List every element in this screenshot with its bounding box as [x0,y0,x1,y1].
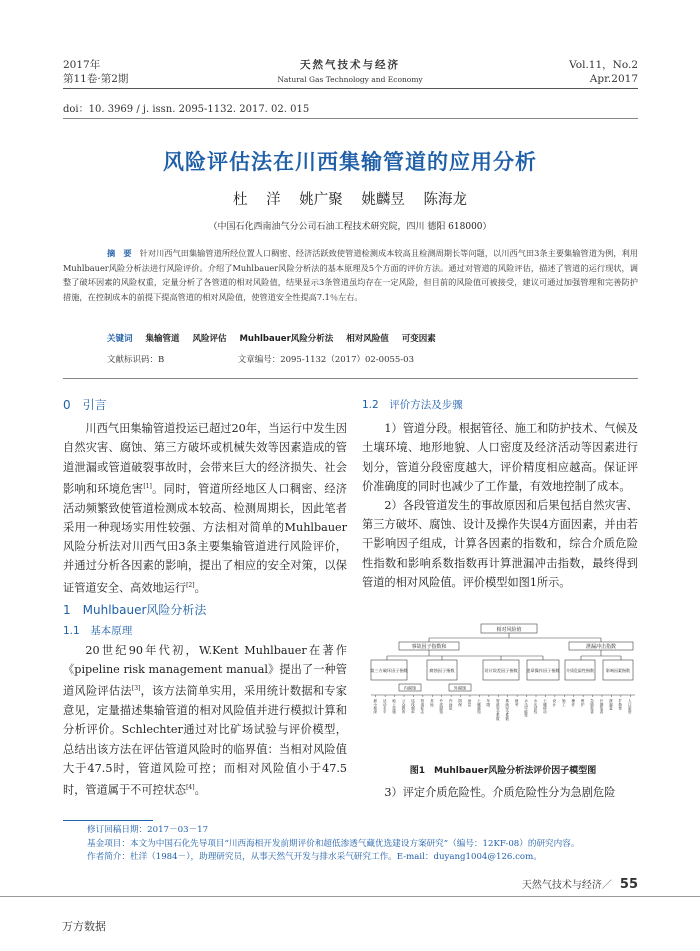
left-column [63,396,347,800]
doi-rule [63,118,638,119]
leaf-factor: 涂层 [468,699,472,707]
watermark: 万方数据 [62,920,106,933]
para1c-text: 。 [194,581,206,595]
ref-1: [1] [143,482,152,490]
leaf-factor: 泄漏量 [609,699,614,710]
keyword: 可变因素 [401,334,436,344]
abstract-rule [63,378,638,379]
paragraph-step-1: 1）管道分段。根据管径、施工和防护技术、气候及土壤环境、地形地貌、人口密度及经济活动等因素进行划分，管道分段密度越大，评价精度相应越高。保证评价准确度的同时也减少了工作量，有效地控制了成本。 [362,422,638,493]
author-note: 作者简介：杜洋（1984－），助理研究员，从事天然气开发与排水采气研究工作。E-mail：duyang1004@126.com。 [87,852,542,862]
leaf-factor: 介质腐蚀 [439,699,444,714]
figure-caption: 图1 Muhlbauer风险分析法评价因子模型图 [409,766,597,776]
sub-label: 内腐蚀 [403,685,417,691]
factor-box: 第三方破坏因子指数 [370,668,408,673]
authors: 杜 洋 姚广聚 姚麟昱 陈海龙 [233,192,467,208]
factor-box: 影响因素指数 [606,668,630,673]
leaf-factor: 疲劳 [515,699,520,707]
factor-box: 腐蚀因子指数 [429,668,455,673]
left-group-node: 事故因子指数和 [411,644,447,650]
leaf-factor: 管道标志 [420,699,425,714]
keywords-label: 关键词 [107,334,133,344]
journal-name-cn: 天然气技术与经济 [300,59,400,71]
doi: doi：10. 3969 / j. issn. 2095-1132. 2017. 02. 015 [63,104,310,115]
leaf-factor: 活动水平 [383,699,388,714]
header-rule [63,88,638,89]
paragraph-step-2: 2）各段管道发生的事故原因和后果包括自然灾害、第三方破坏、腐蚀、设计及操作失误4方面因素，并由若干影响因子组成，计算各因素的指数和，综合介质危险性指数和影响系数指数再计算泄漏冲击指数，最终得到管道的相对风险值。评价模型如图1所示。 [362,499,638,589]
header-year: 2017年 [63,59,101,71]
section-0-title: 0 引言 [63,398,107,412]
leaf-factor: 人口密度 [628,699,633,714]
footnote-rule [63,820,153,821]
leaf-factor: 操作 [571,699,576,707]
keywords [107,332,446,344]
header-issue-cn [63,58,128,86]
abstract-text: 针对川西气田集输管道所经位置人口稠密、经济活跃致使管道检测成本较高且检测周期长等问题，以川西气田3条主要集输管道为例，利用Muhlbauer风险分析法进行风险评价。介绍了Muhlbauer风险分析法的基本原理及5个方面的评价方法。通过对管道的风险评估，描述了管道的运行现状，调整了破坏因素的风险权重，定量分析了各管道的相对风险值，结果显示3条管道虽均存在一定风险，但目前的风险值可被接受，建议可通过加强管理和完善防护措施，在控制成本的前提下提高管道的相对风险值，使管道安全性提高7.1％左右。 [63,248,638,302]
root-node: 相对风险值 [496,627,522,633]
abstract-label: 摘 要 [107,248,132,258]
factor-box: 介质危险性指数 [566,668,594,673]
received-date: 修订回稿日期：2017－03－17 [87,825,209,835]
header-volume-issue-en: Vol.11，No.2 [569,59,638,71]
section-1-2-title: 1.2 评价方法及步骤 [362,399,463,411]
header-journal [250,57,450,84]
factor-box: 设计误差因子指数 [484,668,518,673]
section-1-title: 1 Muhlbauer风险分析法 [63,602,207,617]
ref-4: [4] [186,784,195,792]
leaf-factor: 巡线频率 [411,699,416,714]
header-volume-issue-cn: 第11卷·第2期 [63,73,129,85]
leaf-factor: 地上设施 [392,699,397,714]
journal-name-en: Natural Gas Technology and Economy [277,75,423,84]
leaf-factor: 急剧危害 [590,699,595,714]
page-number: 55 [619,877,638,892]
leaf-factor: 水击可能性 [524,699,529,717]
keyword: 风险评估 [192,334,227,344]
paragraph-step-3: 3）评定介质危险性。介质危险性分为急剧危险 [384,786,616,799]
figure-1-diagram [369,623,637,743]
leaf-factor: 长期危害 [600,699,604,714]
leaf-factor: 其他 [430,699,435,707]
right-group-node: 泄漏冲击指数 [585,644,617,650]
header-date-en: Apr.2017 [589,73,638,85]
sub-label: 外腐蚀 [453,685,467,691]
keyword: 集输管道 [145,334,180,344]
factor-box: 违章操作因子指数 [526,668,560,673]
leaf-factor: 土壤移动 [543,699,548,714]
classification [107,353,414,365]
bottom-rule [0,896,700,897]
section-1-1-title: 1.1 基本原理 [63,624,133,637]
leaf-factor: 公众教育 [402,699,406,714]
leaf-factor: 内涂层 [449,699,454,710]
footer-journal: 天然气技术与经济／ [521,880,612,891]
leaf-factor: 最小埋深 [373,699,378,714]
leaf-factor: 管道安全系数 [496,699,501,721]
page-footer [522,876,638,892]
paper-title: 风险评估法在川西集输管道的应用分析 [163,150,537,174]
right-column [362,396,638,592]
para2c-text: 。 [194,783,206,797]
leaf-factor: 年限 [486,699,491,707]
keyword: 相对风险值 [346,334,389,344]
article-number: 文章编号：2095-1132（2017）02-0055-03 [237,355,414,365]
document-code: 文献标识码：B [107,355,165,365]
para2-text: 20世纪90年代初，W.Kent Muhlbauer在著作《pipeline risk management manual》提出了一种管道风险评估法 [63,643,347,699]
header-issue-en [569,58,638,86]
fund-note: 基金项目：本文为中国石化先导项目“川西海相开发前期评价和超低渗透气藏优选建设方案研究”（编号：12KF-08）的研究内容。 [87,838,580,849]
ref-2: [2] [186,581,195,589]
leaf-factor: 水压试验 [534,699,538,714]
para2b-text: ，该方法简单实用，采用统计数据和专家意见，定量描述集输管道的相对风险值并进行模拟计算和分析评价。Schlechter通过对比矿场试验与评价模型，总结出该方法在评估管道风险时的临界值：当相对风险值大于47.5时，管道风险可控；而相对风险值小于47.5时，管道属于不可控状态 [63,685,347,797]
leaf-factor: 施工 [562,699,567,707]
paragraph-intro [63,419,347,597]
leaf-factor: 土壤腐蚀 [477,699,482,714]
affiliation: （中国石化西南油气分公司石油工程技术研究院，四川 德阳 618000） [208,222,492,232]
leaf-factor: 维护 [581,699,586,707]
right-column-continued [362,783,638,802]
ref-3: [3] [131,685,141,693]
leaf-factor: 阴保 [458,699,463,707]
keyword: Muhlbauer风险分析法 [239,334,334,344]
leaf-factor: 扩散性 [618,699,623,710]
footnotes [87,824,639,865]
leaf-factor: 系统安全系数 [505,699,510,721]
paragraph-principle [63,641,347,800]
para1-text: 川西气田集输管道投运已超过20年，当运行中发生因自然灾害、腐蚀、第三方破坏或机械失效等因素造成的管道泄漏或管道破裂事故时，会带来巨大的经济损失、社会影响和环境危害 [63,422,347,496]
para1b-text: 。同时，管道所经地区人口稠密、经济活动频繁致使管道检测成本较高、检测周期长，因此笔者采用一种现场实用性较强、方法相对简单的Muhlbauer风险分析法对川西气田3条主要集输管道进行风险评价，并通过分析各因素的影响，提出了相应的安全对策，以保证管道安全、高效地运行 [63,482,347,595]
abstract [63,246,638,304]
leaf-factor: 设计 [552,699,557,707]
